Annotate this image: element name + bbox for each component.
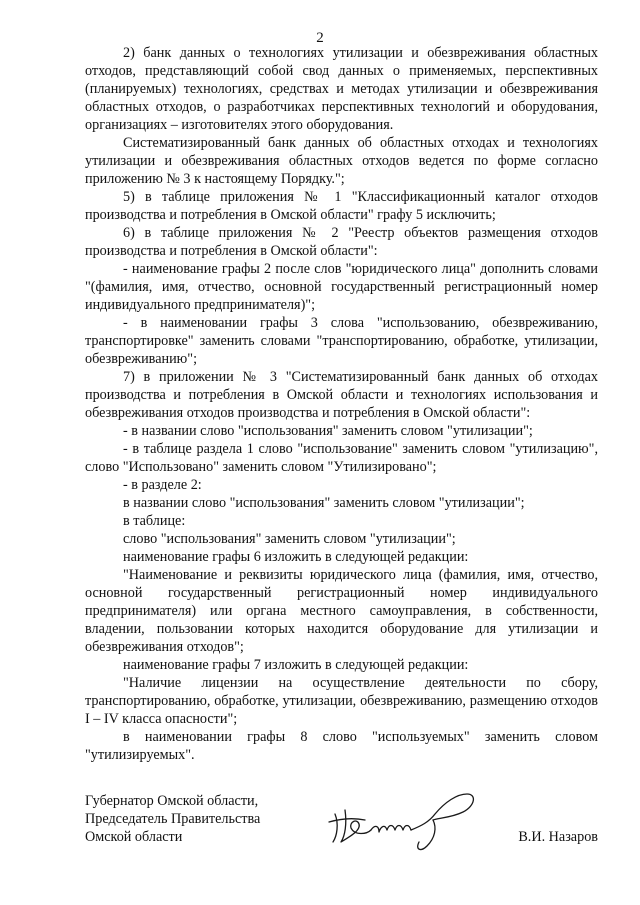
paragraph: наименование графы 6 изложить в следующей редакции:: [123, 549, 469, 565]
paragraph: в таблице:: [123, 513, 186, 529]
signer-title: [85, 792, 260, 846]
paragraph: в названии слово "использования" заменить словом "утилизации";: [123, 495, 525, 511]
page-number: 2: [316, 30, 324, 46]
paragraph: - в наименовании графы 3 слова "использованию, обезвреживанию, транспортировке" заменить словами "транспортированию, обработке, утилизации, обезвреживанию";: [85, 315, 598, 367]
paragraph: - в названии слово "использования" заменить словом "утилизации";: [123, 423, 533, 439]
signer-title-line: Председатель Правительства: [85, 811, 261, 827]
paragraph: 2) банк данных о технологиях утилизации и обезвреживания областных отходов, представляющий собой свод данных о применяемых, перспективных (планируемых) технологиях, средствах и методах утилизации и обезвреживания областных отходов, о разработчиках перспективных технологий и оборудования, организациях – изготовителях этого оборудования.: [85, 45, 598, 133]
paragraph: 5) в таблице приложения № 1 "Классификационный каталог отходов производства и потребления в Омской области" графу 5 исключить;: [85, 189, 598, 223]
paragraph: 6) в таблице приложения № 2 "Реестр объектов размещения отходов производства и потребления в Омской области":: [85, 225, 598, 259]
document-body: [85, 44, 598, 764]
signer-title-line: Омской области: [85, 829, 183, 845]
paragraph: в наименовании графы 8 слово "используемых" заменить словом "утилизируемых".: [85, 729, 598, 763]
paragraph: 7) в приложении № 3 "Систематизированный банк данных об отходах производства и потребления в Омской области и технологиях использования и обезвреживания отходов производства и потребления в Омской области":: [85, 369, 598, 421]
signer-title-line: Губернатор Омской области,: [85, 793, 259, 809]
paragraph: - в таблице раздела 1 слово "использование" заменить словом "утилизацию", слово "Использовано" заменить словом "Утилизировано";: [85, 441, 598, 475]
paragraph: - наименование графы 2 после слов "юридического лица" дополнить словами "(фамилия, имя, отчество, основной государственный регистрационный номер индивидуального предпринимателя)";: [85, 261, 598, 313]
paragraph: Систематизированный банк данных об областных отходах и технологиях утилизации и обезвреживания областных отходов ведется по форме согласно приложению № 3 к настоящему Порядку.";: [85, 135, 598, 187]
paragraph: "Наименование и реквизиты юридического лица (фамилия, имя, отчество, основной государственный регистрационный номер индивидуального предпринимателя) или органа местного самоуправления, в собственности, владении, пользовании которых находится оборудование для утилизации и обезвреживания отходов";: [85, 567, 598, 655]
paragraph: - в разделе 2:: [123, 477, 202, 493]
paragraph: слово "использования" заменить словом "утилизации";: [123, 531, 456, 547]
paragraph: наименование графы 7 изложить в следующей редакции:: [123, 657, 469, 673]
signature-block: [85, 792, 598, 862]
paragraph: "Наличие лицензии на осуществление деятельности по сбору, транспортированию, обработке, утилизации, обезвреживанию, размещению отходов I – IV класса опасности";: [85, 675, 598, 727]
signer-name: В.И. Назаров: [518, 829, 598, 845]
handwritten-signature: [325, 784, 495, 854]
